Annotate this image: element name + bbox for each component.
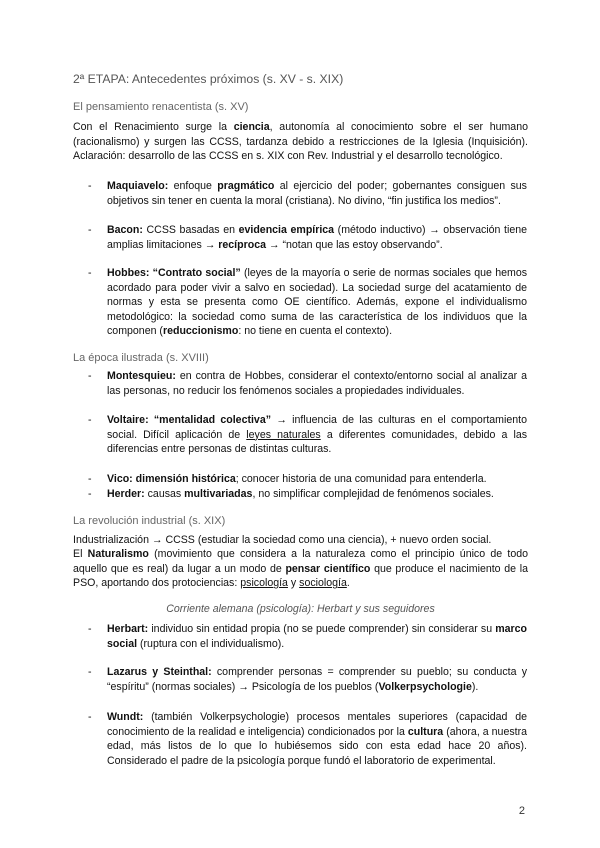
german-current-subheading: Corriente alemana (psicología): Herbart y sus seguidores bbox=[166, 603, 435, 615]
industrial-line: Industrialización → CCSS (estudiar la sociedad como una ciencia), + nuevo orden social. bbox=[73, 534, 492, 546]
list-item-bacon: - Bacon: CCSS basadas en evidencia empírica (método inductivo) → observación tiene amplias limitaciones → recíproca → “notan que las estoy observando”. bbox=[88, 224, 527, 251]
heading-renaissance: El pensamiento renacentista (s. XV) bbox=[73, 101, 249, 113]
list-item-montesquieu: - Montesquieu: en contra de Hobbes, considerar el contexto/entorno social al analizar a las personas, no reducir los fenómenos sociales a propiedades individuales. bbox=[88, 370, 527, 397]
list-item-herbart: - Herbart: individuo sin entidad propia (no se puede comprender) sin considerar su marco social (ruptura con el individualismo). bbox=[88, 623, 527, 650]
section-title: 2ª ETAPA: Antecedentes próximos (s. XV - s. XIX) bbox=[73, 72, 344, 86]
bullet-dash: - bbox=[88, 711, 92, 723]
heading-industrial: La revolución industrial (s. XIX) bbox=[73, 515, 226, 527]
naturalism-paragraph: El Naturalismo (movimiento que considera a la naturaleza como el principio único de todo aquello que es real) da lugar a un modo de pensar científico que produce el nacimiento de la PSO, aportando dos protociencias: psicología y sociología. bbox=[73, 548, 528, 590]
bullet-dash: - bbox=[88, 666, 92, 678]
page-number: 2 bbox=[518, 805, 525, 817]
list-item-wundt: - Wundt: (también Volkerpsychologie) procesos mentales superiores (capacidad de conocimiento de la realidad e inteligencia) condicionados por la cultura (ahora, a nuestra edad, más listos de lo que lo hubiésemos sido con esta edad hace 20 años). Considerado el padre de la psicología porque fundó el laboratorio de experimental. bbox=[88, 711, 527, 767]
list-item-voltaire: - Voltaire: “mentalidad colectiva” → influencia de las culturas en el comportamiento social. Difícil aplicación de leyes naturales a diferentes comunidades, debido a las diferencias entre personas de distintas culturas. bbox=[88, 414, 528, 456]
heading-enlightenment: La época ilustrada (s. XVIII) bbox=[73, 352, 209, 364]
bullet-dash: - bbox=[88, 267, 92, 279]
list-item-herder: - Herder: causas multivariadas, no simplificar complejidad de fenómenos sociales. bbox=[88, 488, 494, 500]
bullet-dash: - bbox=[88, 224, 92, 236]
list-item-lazarus-steinthal: - Lazarus y Steinthal: comprender personas = comprender su pueblo; su conducta y “espíritu” (normas sociales) → Psicología de los pueblos (Volkerpsychologie). bbox=[88, 666, 527, 693]
list-item-vico: - Vico: dimensión histórica; conocer historia de una comunidad para entenderla. bbox=[88, 473, 487, 485]
bullet-dash: - bbox=[88, 414, 92, 426]
bullet-dash: - bbox=[88, 488, 92, 500]
bullet-dash: - bbox=[88, 473, 92, 485]
bullet-dash: - bbox=[88, 623, 92, 635]
renaissance-intro: Con el Renacimiento surge la ciencia, autonomía al conocimiento sobre el ser humano (racionalismo) y surgen las CCSS, tardanza debido a restricciones de la Iglesia (Inquisición). Aclaración: desarrollo de las CCSS en s. XIX con Rev. Industrial y el desarrollo tecnológico. bbox=[73, 121, 528, 163]
bullet-dash: - bbox=[88, 370, 92, 382]
list-item-maquiavelo: - Maquiavelo: enfoque pragmático al ejercicio del poder; gobernantes consiguen sus objetivos sin tener en cuenta la moral (cristiana). No divino, “fin justifica los medios”. bbox=[88, 180, 527, 207]
bullet-dash: - bbox=[88, 180, 92, 192]
list-item-hobbes: - Hobbes: “Contrato social” (leyes de la mayoría o serie de normas sociales que hemos acordado para poder vivir a salvo en sociedad). La sociedad surge del acatamiento de normas y esta se presenta como OE científico. Además, expone el individualismo metodológico: la sociedad como suma de las característica de los individuos que la componen (reduccionismo: no tiene en cuenta el contexto). bbox=[88, 267, 528, 338]
